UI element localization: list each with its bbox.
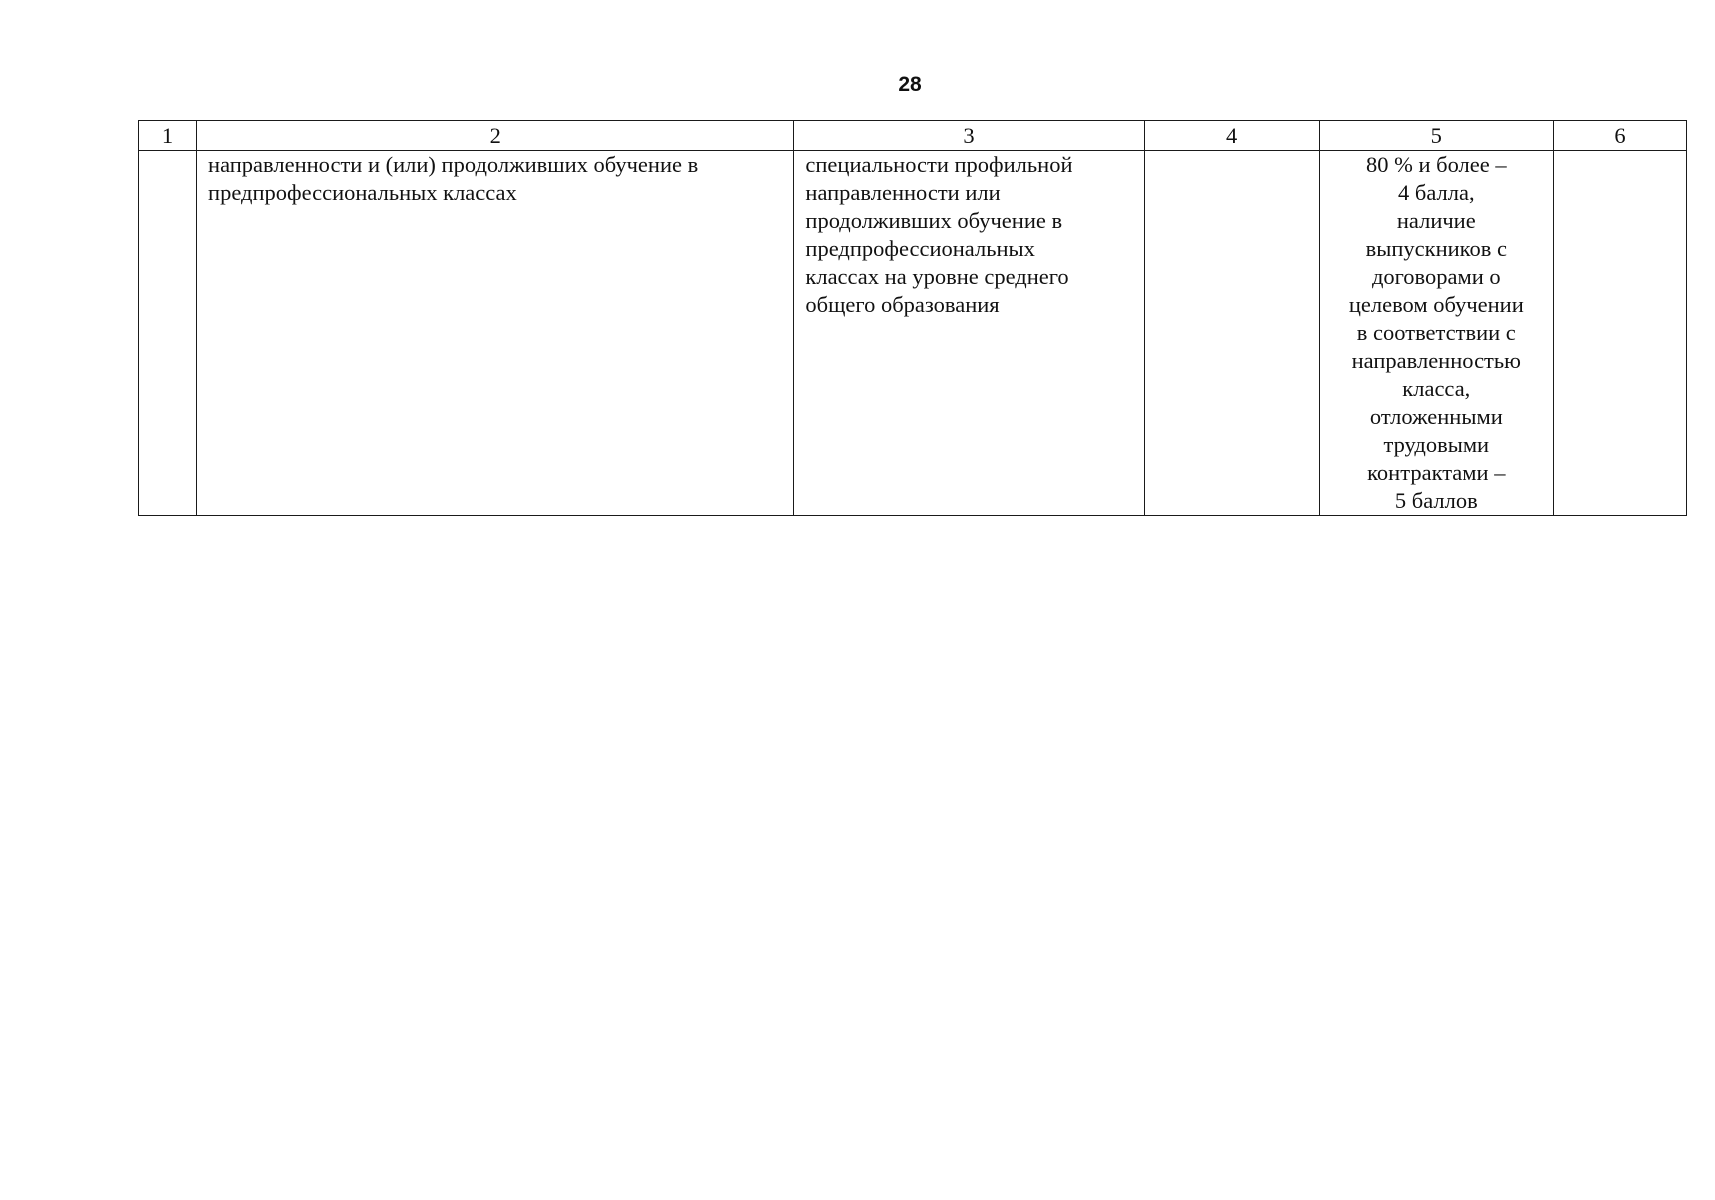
cell-text-col2: направленности и (или) продолживших обучение в предпрофессиональных классах [208, 152, 699, 205]
column-header-4: 4 [1144, 121, 1319, 151]
column-header-1: 1 [139, 121, 197, 151]
table-cell-col4 [1144, 151, 1319, 516]
table-row [139, 151, 1687, 516]
cell-text-col5: 80 % и более – 4 балла, наличие выпускников с договорами о целевом обучении в соответствии с направленностью класса, отложенными трудовыми контрактами – 5 баллов [1348, 152, 1524, 513]
column-header-5: 5 [1319, 121, 1553, 151]
column-header-6: 6 [1553, 121, 1686, 151]
table-cell-col5 [1319, 151, 1553, 516]
table-header-row [139, 121, 1687, 151]
table-cell-col2 [197, 151, 794, 516]
column-header-2: 2 [197, 121, 794, 151]
page-number: 28 [898, 73, 922, 96]
column-header-3: 3 [794, 121, 1144, 151]
table-cell-col6 [1553, 151, 1686, 516]
table-cell-col3 [794, 151, 1144, 516]
criteria-table [138, 120, 1687, 516]
cell-text-col3: специальности профильной направленности или продолживших обучение в предпрофессиональных классах на уровне среднего общего образования [805, 152, 1073, 317]
table-cell-col1 [139, 151, 197, 516]
